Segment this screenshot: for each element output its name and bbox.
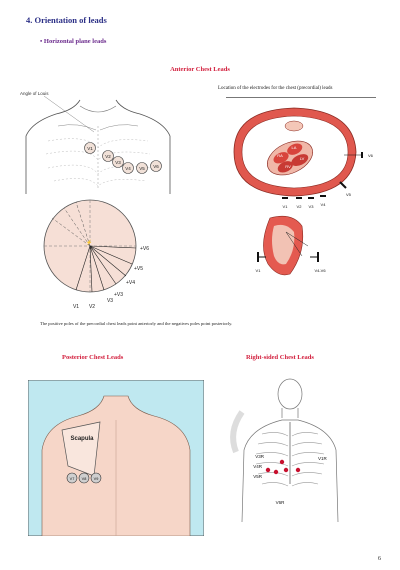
cross-label-v6: V6 [368,153,373,158]
axis-label-v2: V2 [88,304,96,310]
right-label-v6r: V6R [275,500,285,505]
right-label-v4r: V4R [253,464,262,469]
right-label-v3r: V3R [255,454,264,459]
torso-label-v2: V2 [105,154,111,159]
right-label-v5r: V5R [253,474,262,479]
subsection-title: • Horizontal plane leads [40,38,107,45]
right-electrode-3 [274,470,278,474]
angle-of-louis-label: Angle of Louis [20,91,49,96]
scapula-label: Scapula [70,436,94,442]
cross-label-v3: V3 [308,204,314,209]
posterior-label-v9: V9 [93,477,99,481]
cross-label-v2: V2 [296,204,302,209]
chamber-label-lv: LV [299,156,305,161]
anterior-torso-figure [18,96,178,196]
axis-label-plus-v5: +V5 [134,266,144,272]
torso-label-v1: V1 [87,146,93,151]
cross-label-v4: V4 [320,202,326,207]
right-electrode-2 [284,468,288,472]
axis-label-v1: V1 [72,304,80,310]
posterior-chest-leads-title: Posterior Chest Leads [62,354,124,361]
axis-label-plus-v6: +V6 [140,246,150,252]
axis-label-plus-v3: +V3 [114,292,124,298]
right-electrode-4 [266,468,270,472]
right-electrode-1 [280,460,284,464]
chamber-label-rv: RV [285,164,291,169]
anterior-chest-leads-title: Anterior Chest Leads [170,66,230,73]
page-number: 6 [378,556,381,562]
right-sided-leads-figure [222,372,362,522]
posterior-leads-figure [28,380,204,536]
precordial-axis-circle [26,198,176,316]
svg-text:⚡: ⚡ [86,240,93,246]
cross-label-v1: V1 [282,204,288,209]
torso-label-v4: V4 [125,166,131,171]
electrode-location-caption: Location of the electrodes for the chest (precordial) leads [218,86,333,91]
cross-label-v5: V5 [346,192,351,197]
right-sided-chest-leads-title: Right-sided Chest Leads [246,354,314,361]
torso-label-v5: V5 [139,166,145,171]
heart-label-v1: V1 [255,268,261,273]
caption-divider [226,97,376,98]
torso-label-v3: V3 [115,160,121,165]
right-electrode-5 [296,468,300,472]
posterior-label-v7: V7 [69,477,75,481]
torso-label-v6: V6 [153,164,159,169]
right-label-v1r: V1R [318,456,327,461]
axis-label-v3: V3 [106,298,114,304]
heart-label-v4-v6: V4-V6 [314,268,326,273]
heart-lead-figure [246,212,366,280]
thorax-cross-section [224,102,374,212]
posterior-label-v8: V8 [81,477,87,481]
polarity-note: The positive poles of the precordial chest leads point anteriorly and the negatives poles point posteriorly. [40,321,233,326]
chamber-label-la: LA [291,145,297,150]
axis-label-plus-v4: +V4 [126,280,136,286]
section-title: 4. Orientation of leads [26,15,107,25]
chamber-label-ra: RA [277,153,283,158]
